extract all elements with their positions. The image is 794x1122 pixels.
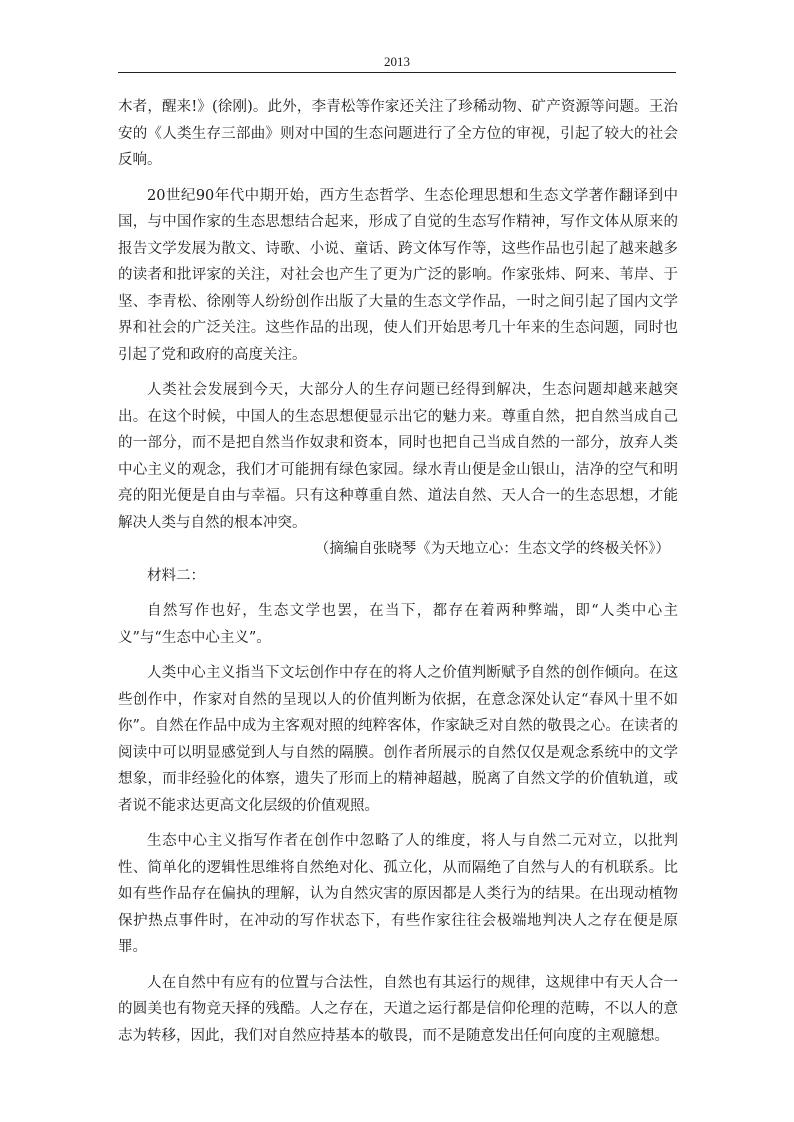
page-header-year: 2013 (384, 54, 410, 69)
paragraph-4: 自然写作也好，生态文学也罢，在当下，都存在着两种弊端，即“人类中心主义”与“生态中心主义”。 (118, 603, 678, 646)
source-citation: （摘编自张晓琴《为天地立心：生态文学的终极关怀》） (314, 541, 670, 557)
document-body (118, 94, 678, 1049)
paragraph-7: 人在自然中有应有的位置与合法性，自然也有其运行的规律，这规律中有天人合一的圆美也有物竞天择的残酷。人之存在，天道之运行都是信仰伦理的范畴，不以人的意志为转移，因此，我们对自然应持基本的敬畏，而不是随意发出任何向度的主观臆想。 (118, 974, 678, 1044)
paragraph-6: 生态中心主义指写作者在创作中忽略了人的维度，将人与自然二元对立，以批判性、简单化的逻辑性思维将自然绝对化、孤立化，从而隔绝了自然与人的有机联系。比如有些作品存在偏执的理解，认为自然灾害的原因都是人类行为的结果。在出现动植物保护热点事件时，在冲动的写作状态下，有些作家往往会极端地判决人之存在便是原罪。 (118, 833, 678, 955)
paragraph-2: 20世纪90年代中期开始，西方生态哲学、生态伦理思想和生态文学著作翻译到中国，与中国作家的生态思想结合起来，形成了自觉的生态写作精神，写作文体从原来的报告文学发展为散文、诗歌、小说、童话、跨文体写作等，这些作品也引起了越来越多的读者和批评家的关注，对社会也产生了更为广泛的影响。作家张炜、阿来、苇岸、于坚、李青松、徐刚等人纷纷创作出版了大量的生态文学作品，一时之间引起了国内文学界和社会的广泛关注。这些作品的出现，使人们开始思考几十年来的生态问题，同时也引起了党和政府的高度关注。 (118, 187, 678, 363)
paragraph-5: 人类中心主义指当下文坛创作中存在的将人之价值判断赋予自然的创作倾向。在这些创作中，作家对自然的呈现以人的价值判断为依据，在意念深处认定“春风十里不如你”。自然在作品中成为主客观对照的纯粹客体，作家缺乏对自然的敬畏之心。在读者的阅读中可以明显感觉到人与自然的隔膜。创作者所展示的自然仅仅是观念系统中的文学想象，而非经验化的体察，遗失了形而上的精神超越，脱离了自然文学的价值轨道，或者说不能求达更高文化层级的价值观照。 (118, 665, 678, 814)
material-two-label: 材料二： (147, 567, 205, 584)
paragraph-1: 木者，醒来!》(徐刚)。此外，李青松等作家还关注了珍稀动物、矿产资源等问题。王治安的《人类生存三部曲》则对中国的生态问题进行了全方位的审视，引起了较大的社会反响。 (118, 99, 678, 168)
header-rule (118, 72, 676, 73)
paragraph-3: 人类社会发展到今天，大部分人的生存问题已经得到解决，生态问题却越来越突出。在这个时候，中国人的生态思想便显示出它的魅力来。尊重自然，把自然当成自己的一部分，而不是把自然当作奴隶和资本，同时也把自己当成自然的一部分，放弃人类中心主义的观念，我们才可能拥有绿色家园。绿水青山便是金山银山，洁净的空气和明亮的阳光便是自由与幸福。只有这种尊重自然、道法自然、天人合一的生态思想，才能解决人类与自然的根本冲突。 (118, 382, 678, 531)
